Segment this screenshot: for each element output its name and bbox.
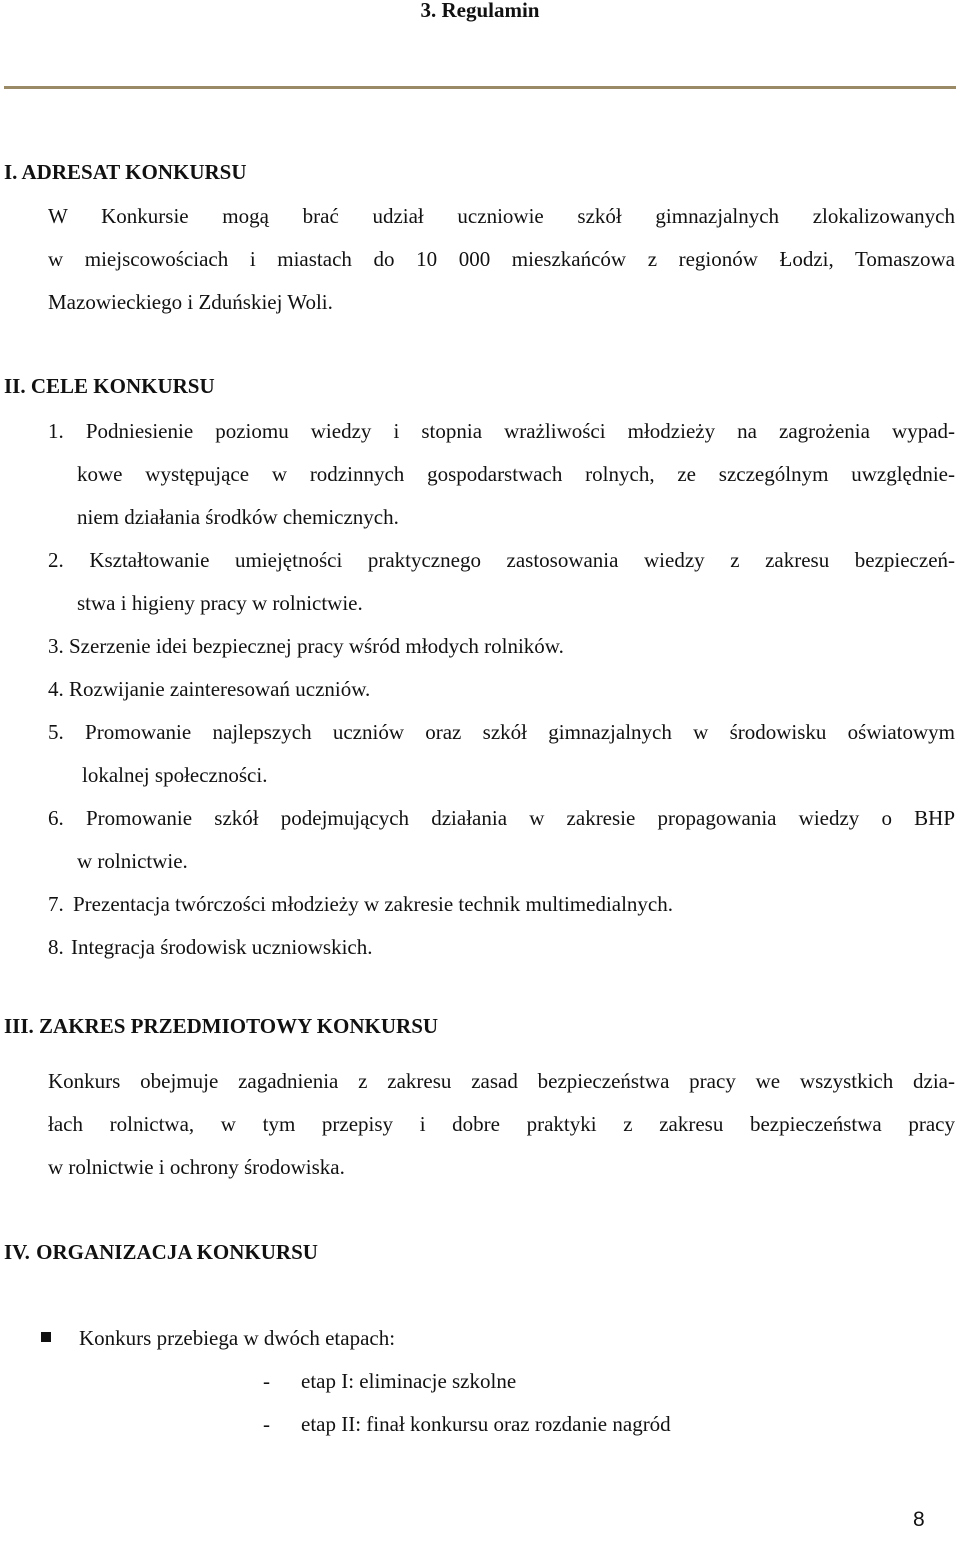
section-1-line-3: Mazowieckiego i Zduńskiej Woli. xyxy=(48,290,333,314)
goal-text: Kształtowanie umiejętności praktycznego zastosowania wiedzy z zakresu bezpieczeń- xyxy=(89,548,956,572)
goal-number: 5. xyxy=(48,720,64,744)
goal-number: 2. xyxy=(48,548,64,572)
section-4-number: IV. xyxy=(4,1240,30,1264)
square-bullet-icon xyxy=(41,1332,51,1342)
goal-item-7 xyxy=(48,883,673,926)
stages-intro: Konkurs przebiega w dwóch etapach: xyxy=(79,1326,396,1350)
goal-text: Rozwijanie zainteresowań uczniów. xyxy=(69,677,371,701)
section-heading-3: III. ZAKRES PRZEDMIOTOWY KONKURSU xyxy=(4,1014,439,1038)
section-heading-2: II. CELE KONKURSU xyxy=(4,374,215,398)
section-heading-4 xyxy=(4,1240,318,1265)
section-heading-1: I. ADRESAT KONKURSU xyxy=(4,160,247,184)
goal-number: 3. xyxy=(48,634,64,658)
goal-item-6 xyxy=(48,797,955,840)
goal-item-2 xyxy=(48,539,955,582)
goal-item-5 xyxy=(48,711,955,754)
goal-item-6-line-2: w rolnictwie. xyxy=(77,849,188,873)
goal-text: Prezentacja twórczości młodzieży w zakresie technik multimedialnych. xyxy=(73,892,674,916)
section-4-title: ORGANIZACJA KONKURSU xyxy=(36,1240,318,1264)
goal-item-5-line-2: lokalnej społeczności. xyxy=(82,763,268,787)
page-number: 8 xyxy=(913,1508,925,1531)
goal-number: 8. xyxy=(48,935,64,959)
section-3-line-3: w rolnictwie i ochrony środowiska. xyxy=(48,1155,345,1179)
goal-number: 6. xyxy=(48,806,64,830)
stage-1-dash: - xyxy=(263,1369,270,1393)
goal-number: 4. xyxy=(48,677,64,701)
goal-item-8 xyxy=(48,926,373,969)
stage-2-dash: - xyxy=(263,1412,270,1436)
stage-1-text: etap I: eliminacje szkolne xyxy=(301,1369,517,1393)
goal-item-1-line-3: niem działania środków chemicznych. xyxy=(77,505,399,529)
section-3-line-1: Konkurs obejmuje zagadnienia z zakresu zasad bezpieczeństwa pracy we wszystkich dzia- xyxy=(48,1069,955,1093)
goal-text: Promowanie najlepszych uczniów oraz szkół gimnazjalnych w środowisku oświatowym xyxy=(85,720,955,744)
goal-text: Promowanie szkół podejmujących działania w zakresie propagowania wiedzy o BHP xyxy=(85,806,956,830)
goal-text: Integracja środowisk uczniowskich. xyxy=(71,935,373,959)
goal-item-1-line-2: kowe występujące w rodzinnych gospodarstwach rolnych, ze szczególnym uwzględnie- xyxy=(77,462,955,486)
goal-text: Szerzenie idei bezpiecznej pracy wśród młodych rolników. xyxy=(69,634,564,658)
section-3-line-2: łach rolnictwa, w tym przepisy i dobre praktyki z zakresu bezpieczeństwa pracy xyxy=(48,1112,955,1136)
goal-text: Podniesienie poziomu wiedzy i stopnia wrażliwości młodzieży na zagrożenia wypad- xyxy=(85,419,956,443)
goal-item-3 xyxy=(48,625,564,668)
page-title: 3. Regulamin xyxy=(420,0,540,22)
goal-number: 1. xyxy=(48,419,64,443)
stage-2-text: etap II: finał konkursu oraz rozdanie nagród xyxy=(301,1412,671,1436)
section-1-line-1: W Konkursie mogą brać udział uczniowie szkół gimnazjalnych zlokalizowanych xyxy=(48,204,955,228)
header-divider xyxy=(4,86,956,89)
goal-item-2-line-2: stwa i higieny pracy w rolnictwie. xyxy=(77,591,363,615)
goal-item-1 xyxy=(48,410,955,453)
goal-item-4 xyxy=(48,668,370,711)
goal-number: 7. xyxy=(48,892,64,916)
section-1-line-2: w miejscowościach i miastach do 10 000 mieszkańców z regionów Łodzi, Tomaszowa xyxy=(48,247,955,271)
